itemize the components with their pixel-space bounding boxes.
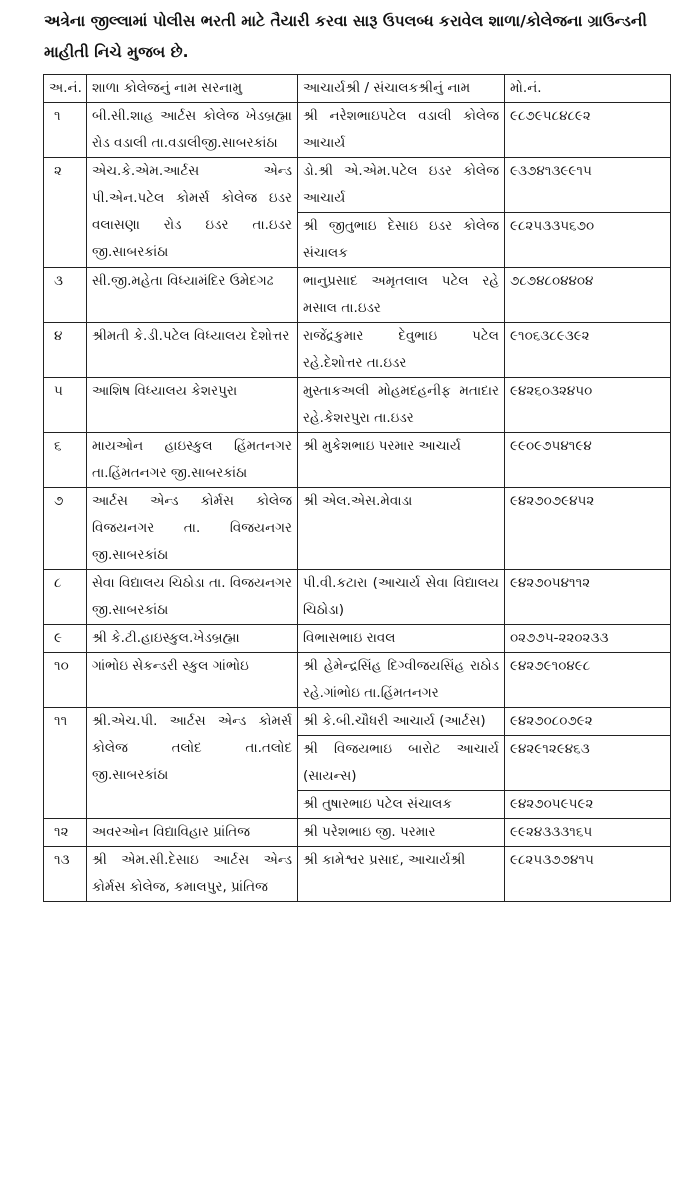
cell-mobile-no: ૦૨૭૭૫-૨૨૦૨૩૩ — [505, 625, 671, 653]
cell-serial-no: ૧૧ — [44, 708, 87, 819]
cell-principal-name: શ્રી મુકેશભાઇ પરમાર આચાર્ય — [298, 433, 505, 488]
school-ground-table — [43, 74, 671, 902]
table-row — [44, 625, 671, 653]
cell-principal-name: શ્રી કે.બી.ચૌધરી આચાર્ય (આર્ટસ) — [298, 708, 505, 736]
cell-mobile-no: ૯૪૨૭૦૫૪૧૧૨ — [505, 570, 671, 625]
cell-mobile-no: ૯૧૦૬૩૮૯૩૯૨ — [505, 323, 671, 378]
cell-principal-name: ભાનુપ્રસાદ અમૃતલાલ પટેલ રહે મસાલ તા.ઇડર — [298, 268, 505, 323]
table-row — [44, 488, 671, 570]
cell-serial-no: ૬ — [44, 433, 87, 488]
cell-principal-name: શ્રી વિજયભાઇ બારોટ આચાર્ય (સાયન્સ) — [298, 736, 505, 791]
cell-serial-no: ૭ — [44, 488, 87, 570]
table-row — [44, 323, 671, 378]
cell-serial-no: ૨ — [44, 158, 87, 268]
table-row — [44, 819, 671, 847]
cell-mobile-no: ૯૪૨૬૦૩૨૪૫૦ — [505, 378, 671, 433]
table-row — [44, 268, 671, 323]
header-serial-no: અ.નં. — [44, 75, 87, 103]
cell-school-name-address: એચ.કે.એમ.આર્ટસ એન્ડ પી.એન.પટેલ કોમર્સ કોલેજ ઇડર વલાસણા રોડ ઇડર તા.ઇડર જી.સાબરકાંઠા — [87, 158, 298, 268]
cell-serial-no: ૯ — [44, 625, 87, 653]
cell-principal-name: મુસ્તાકઅલી મોહમદહનીફ મતાદાર રહે.કેશરપુરા તા.ઇડર — [298, 378, 505, 433]
intro-paragraph: અત્રેના જીલ્લામાં પોલીસ ભરતી માટે તૈયારી કરવા સારૂ ઉપલબ્ધ કરાવેલ શાળા/કોલેજના ગ્રાઉન્ડની માહીતી નિચે મુજબ છે. — [44, 12, 647, 61]
cell-principal-name: રાજેંદ્રકુમાર દેવુભાઇ પટેલ રહે.દેશોત્તર તા.ઇડર — [298, 323, 505, 378]
cell-mobile-no: ૯૩૭૪૧૩૯૯૧૫ — [505, 158, 671, 213]
cell-mobile-no: ૯૪૨૭૯૧૦૪૯૮ — [505, 653, 671, 708]
cell-principal-name: શ્રી પરેશભાઇ જી. પરમાર — [298, 819, 505, 847]
table-header-row — [44, 75, 671, 103]
table-row — [44, 570, 671, 625]
cell-principal-name: શ્રી જીતુભાઇ દેસાઇ ઇડર કોલેજ સંચાલક — [298, 213, 505, 268]
cell-school-name-address: અવરઓન વિદ્યાવિહાર પ્રાંતિજ — [87, 819, 298, 847]
header-school-name-address: શાળા કોલેજનું નામ સરનામુ — [87, 75, 298, 103]
cell-mobile-no: ૯૪૨૭૦૮૦૭૯૨ — [505, 708, 671, 736]
cell-school-name-address: બી.સી.શાહ આર્ટસ કોલેજ ખેડબ્રહ્મા રોડ વડાલી તા.વડાલીજી.સાબરકાંઠા — [87, 103, 298, 158]
cell-school-name-address: સેવા વિદ્યાલય ચિઠોડા તા. વિજયનગર જી.સાબરકાંઠા — [87, 570, 298, 625]
cell-mobile-no: ૯૪૨૭૦૫૯૫૯૨ — [505, 791, 671, 819]
table-row — [44, 653, 671, 708]
header-principal-name: આચાર્યશ્રી / સંચાલકશ્રીનું નામ — [298, 75, 505, 103]
cell-principal-name: વિભાસભાઇ રાવલ — [298, 625, 505, 653]
cell-school-name-address: શ્રી.એચ.પી. આર્ટસ એન્ડ કોમર્સ કોલેજ તલોદ તા.તલોદ જી.સાબરકાંઠા — [87, 708, 298, 819]
cell-mobile-no: ૯૯૦૯૭૫૪૧૯૪ — [505, 433, 671, 488]
cell-serial-no: ૧૦ — [44, 653, 87, 708]
cell-principal-name: શ્રી એલ.એસ.મેવાડા — [298, 488, 505, 570]
cell-school-name-address: શ્રીમતી કે.ડી.પટેલ વિધ્યાલય દેશોત્તર — [87, 323, 298, 378]
cell-school-name-address: શ્રી કે.ટી.હાઇસ્કુલ.ખેડબ્રહ્મા — [87, 625, 298, 653]
cell-school-name-address: શ્રી એમ.સી.દેસાઇ આર્ટસ એન્ડ કોર્મસ કોલેજ, કમાલપુર, પ્રાંતિજ — [87, 847, 298, 902]
cell-mobile-no: ૯૪૨૯૧૨૯૪૬૩ — [505, 736, 671, 791]
table-row — [44, 103, 671, 158]
cell-principal-name: શ્રી હેમેન્દ્રસિંહ દિગ્વીજયસિંહ રાઠોડ રહે.ગાંભોઇ તા.હિંમતનગર — [298, 653, 505, 708]
cell-mobile-no: ૯૮૨૫૩૭૭૪૧૫ — [505, 847, 671, 902]
cell-principal-name: શ્રી કામેશ્વર પ્રસાદ, આચાર્યશ્રી — [298, 847, 505, 902]
table-body — [44, 103, 671, 902]
cell-school-name-address: ગાંભોઇ સેકન્ડરી સ્કુલ ગાંભોઇ — [87, 653, 298, 708]
table-row — [44, 708, 671, 736]
cell-serial-no: ૩ — [44, 268, 87, 323]
table-row — [44, 378, 671, 433]
cell-principal-name: શ્રી તુષારભાઇ પટેલ સંચાલક — [298, 791, 505, 819]
cell-school-name-address: આર્ટસ એન્ડ કોર્મસ કોલેજ વિજયનગર તા. વિજયનગર જી.સાબરકાંઠા — [87, 488, 298, 570]
cell-school-name-address: સી.જી.મહેતા વિધ્યામંદિર ઉમેદગઢ — [87, 268, 298, 323]
cell-principal-name: શ્રી નરેશભાઇપટેલ વડાલી કોલેજ આચાર્ય — [298, 103, 505, 158]
cell-serial-no: ૫ — [44, 378, 87, 433]
cell-mobile-no: ૯૪૨૭૦૭૯૪૫૨ — [505, 488, 671, 570]
cell-mobile-no: ૯૮૨૫૩૩૫૬૭૦ — [505, 213, 671, 268]
cell-serial-no: ૧ — [44, 103, 87, 158]
table-row — [44, 158, 671, 213]
cell-principal-name: ડો.શ્રી એ.એમ.પટેલ ઇડર કોલેજ આચાર્ય — [298, 158, 505, 213]
cell-mobile-no: ૭૮૭૪૮૦૪૪૦૪ — [505, 268, 671, 323]
cell-school-name-address: માયઓન હાઇસ્કુલ હિંમતનગર તા.હિંમતનગર જી.સાબરકાંઠા — [87, 433, 298, 488]
cell-serial-no: ૪ — [44, 323, 87, 378]
table-row — [44, 433, 671, 488]
cell-principal-name: પી.વી.કટારા (આચાર્ય સેવા વિદ્યાલય ચિઠોડા) — [298, 570, 505, 625]
cell-serial-no: ૮ — [44, 570, 87, 625]
header-mobile-no: મો.નં. — [505, 75, 671, 103]
cell-serial-no: ૧૨ — [44, 819, 87, 847]
table-row — [44, 847, 671, 902]
cell-school-name-address: આશિષ વિધ્યાલય કેશરપુરા — [87, 378, 298, 433]
cell-mobile-no: ૯૮૭૯૫૮૪૮૯૨ — [505, 103, 671, 158]
cell-serial-no: ૧૩ — [44, 847, 87, 902]
cell-mobile-no: ૯૯૨૪૩૩૩૧૬૫ — [505, 819, 671, 847]
